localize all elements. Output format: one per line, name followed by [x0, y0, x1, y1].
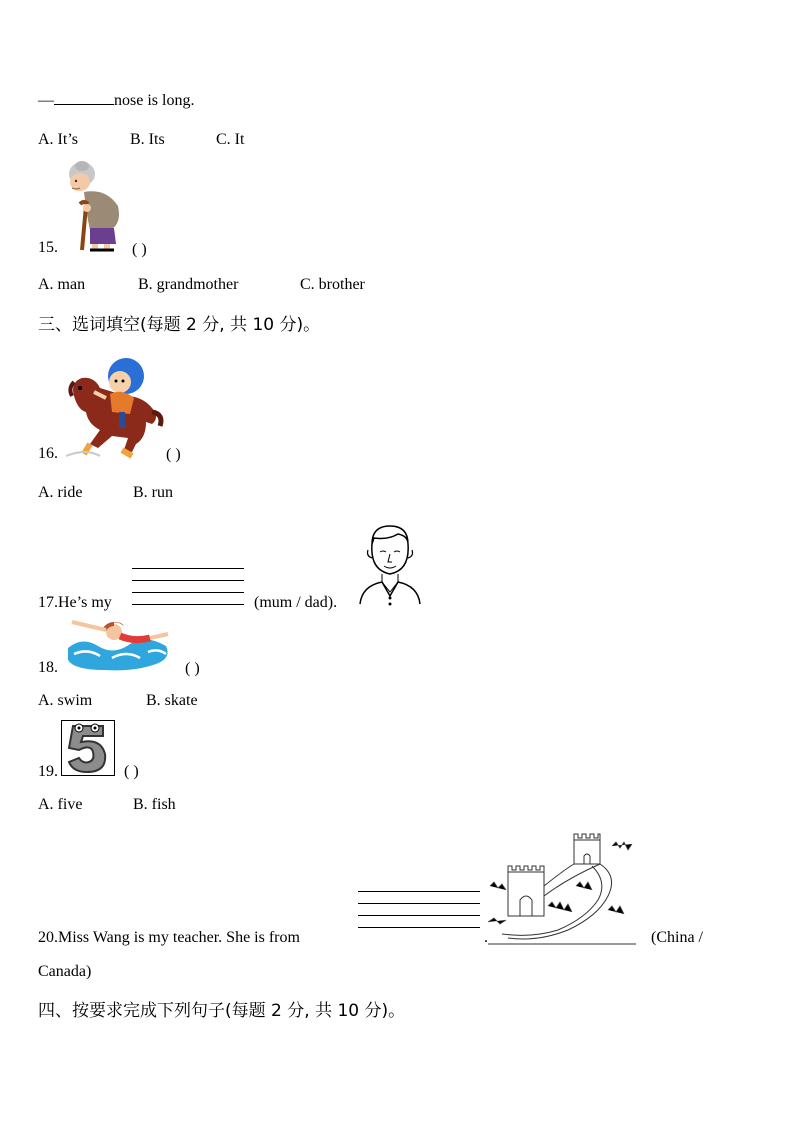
- option-b[interactable]: B. grandmother: [138, 276, 239, 293]
- question-text: 20.Miss Wang is my teacher. She is from: [38, 929, 300, 946]
- option-a[interactable]: A. ride: [38, 484, 83, 501]
- option-a[interactable]: A. man: [38, 276, 86, 293]
- great-wall-icon: [488, 826, 636, 944]
- option-b[interactable]: B. fish: [133, 796, 176, 813]
- number-five-icon: [61, 720, 115, 776]
- grandmother-with-cane-icon: [60, 160, 126, 254]
- choice-hint-line1: (China /: [651, 929, 703, 946]
- question-number: 16.: [38, 445, 58, 462]
- section-title: 四、按要求完成下列句子(每题 2 分, 共 10 分)。: [38, 1001, 406, 1021]
- section-title: 三、选词填空(每题 2 分, 共 10 分)。: [38, 315, 321, 335]
- option-c[interactable]: C. It: [216, 131, 245, 148]
- answer-parentheses[interactable]: ( ): [166, 446, 181, 463]
- option-b[interactable]: B. run: [133, 484, 173, 501]
- choice-hint: (mum / dad).: [254, 594, 338, 611]
- question-text: nose is long.: [114, 92, 195, 109]
- option-b[interactable]: B. Its: [130, 131, 165, 148]
- question-number: 18.: [38, 659, 58, 676]
- handwriting-lines[interactable]: [358, 891, 480, 928]
- question-text: 17.He’s my: [38, 594, 112, 611]
- question-number: 15.: [38, 239, 58, 256]
- option-a[interactable]: A. It’s: [38, 131, 78, 148]
- man-portrait-icon: [358, 522, 424, 606]
- answer-parentheses[interactable]: ( ): [185, 660, 200, 677]
- option-c[interactable]: C. brother: [300, 276, 365, 293]
- dash: —: [38, 92, 54, 109]
- choice-hint-line2: Canada): [38, 963, 92, 980]
- option-a[interactable]: A. swim: [38, 692, 93, 709]
- option-a[interactable]: A. five: [38, 796, 83, 813]
- answer-parentheses[interactable]: ( ): [124, 763, 139, 780]
- boy-riding-horse-icon: [66, 352, 162, 460]
- question-number: 19.: [38, 763, 58, 780]
- answer-parentheses[interactable]: ( ): [132, 241, 147, 258]
- question-14: [38, 88, 194, 111]
- answer-blank[interactable]: [54, 88, 114, 105]
- option-b[interactable]: B. skate: [146, 692, 198, 709]
- sentence-period: .: [484, 929, 488, 946]
- girl-swimming-icon: [64, 618, 172, 672]
- handwriting-lines[interactable]: [132, 568, 244, 605]
